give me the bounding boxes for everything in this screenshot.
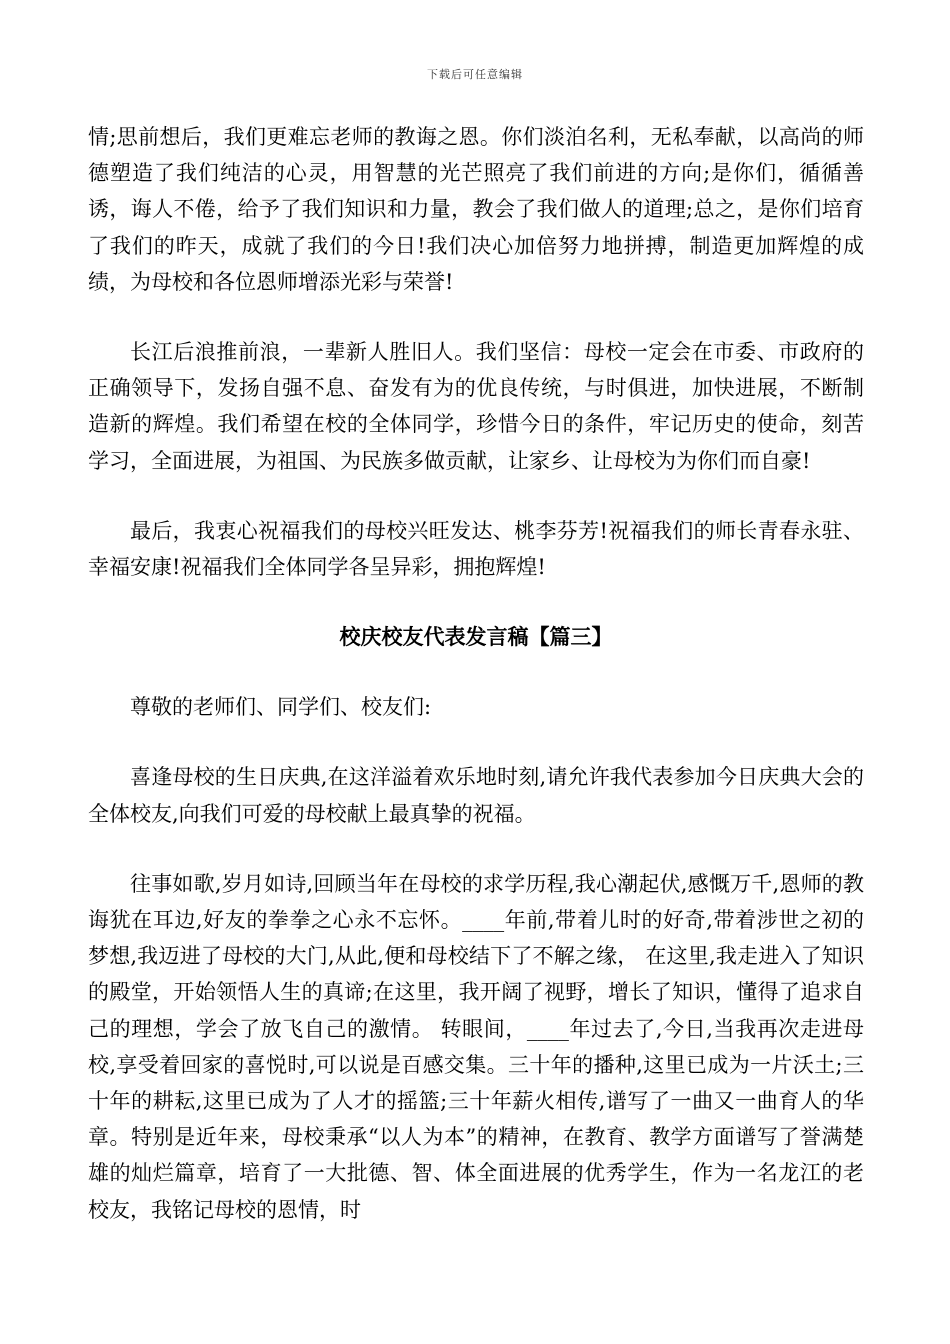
document-body bbox=[88, 119, 864, 1228]
paragraph-continuation: 情;思前想后，我们更难忘老师的教诲之恩。你们淡泊名利，无私奉献，以高尚的师德塑造了我们纯洁的心灵，用智慧的光芒照亮了我们前进的方向;是你们，循循善诱，诲人不倦，给予了我们知识和力量，教会了我们做人的道理;总之，是你们培育了我们的昨天，成就了我们的今日!我们决心加倍努力地拼搏，制造更加辉煌的成绩，为母校和各位恩师增添光彩与荣誉! bbox=[88, 125, 864, 294]
paragraph-greeting: 喜逢母校的生日庆典,在这洋溢着欢乐地时刻,请允许我代表参加今日庆典大会的全体校友,向我们可爱的母校献上最真挚的祝福。 bbox=[88, 765, 864, 826]
paragraph-memories: 往事如歌,岁月如诗,回顾当年在母校的求学历程,我心潮起伏,感慨万千,恩师的教诲犹在耳边,好友的拳拳之心永不忘怀。____年前,带着儿时的好奇,带着涉世之初的梦想,我迈进了母校的大门,从此,便和母校结下了不解之缘， 在这里,我走进入了知识的殿堂，开始领悟人生的真谛;在这里，我开阔了视野，增长了知识，懂得了追求自己的理想，学会了放飞自己的激情。 转眼间，____年过去了,今日,当我再次走进母校,享受着回家的喜悦时,可以说是百感交集。三十年的播种,这里已成为一片沃土;三十年的耕耘,这里已成为了人才的摇篮;三十年薪火相传,谱写了一曲又一曲育人的华章。特别是近年来，母校秉承“以人为本”的精神，在教育、教学方面谱写了誉满楚雄的灿烂篇章，培育了一大批德、智、体全面进展的优秀学生，作为一名龙江的老校友，我铭记母校的恩情，时 bbox=[88, 871, 864, 1222]
header-note: 下载后可任意编辑 bbox=[427, 68, 523, 81]
paragraph-closing-wishes: 最后，我衷心祝福我们的母校兴旺发达、桃李芬芳!祝福我们的师长青春永驻、幸福安康!祝福我们全体同学各呈异彩，拥抱辉煌! bbox=[88, 518, 864, 580]
section-title: 校庆校友代表发言稿【篇三】 bbox=[339, 624, 613, 650]
paragraph-salutation: 尊敬的老师们、同学们、校友们: bbox=[130, 695, 432, 720]
paragraph-future: 长江后浪推前浪，一辈新人胜旧人。我们坚信：母校一定会在市委、市政府的正确领导下，发扬自强不息、奋发有为的优良传统，与时俱进，加快进展，不断制造新的辉煌。我们希望在校的全体同学，珍惜今日的条件，牢记历史的使命，刻苦学习，全面进展，为祖国、为民族多做贡献，让家乡、让母校为为你们而自豪! bbox=[88, 340, 864, 473]
